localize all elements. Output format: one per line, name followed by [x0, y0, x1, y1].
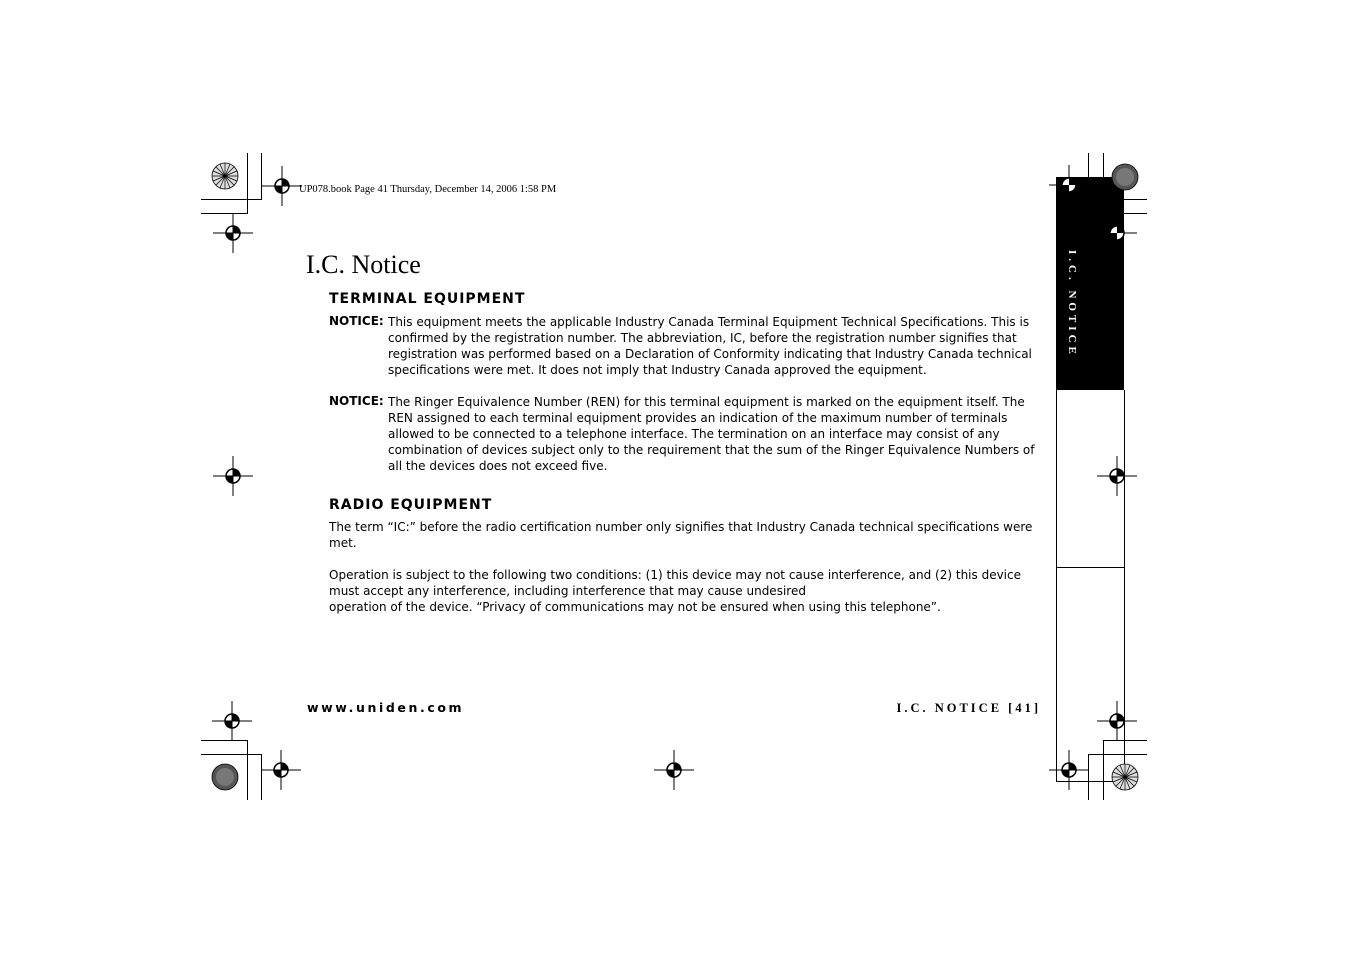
- crop-mark: [201, 199, 261, 200]
- notice-text-1: This equipment meets the applicable Industry Canada Terminal Equipment Technical Specifications. This is confirmed by the registration number. The abbreviation, IC, before the registration number signifies that registration was performed based on a Declaration of Conformity indicating that Industry Canada technical specifications were met. It does not imply that Industry Canada approved the equipment.: [388, 315, 1032, 377]
- side-tab-label: I.C. NOTICE: [1066, 250, 1078, 358]
- footer-website: www.uniden.com: [307, 700, 465, 715]
- notice-label-2: NOTICE:: [329, 394, 384, 408]
- notice-label-1: NOTICE:: [329, 314, 384, 328]
- crop-mark: [201, 754, 261, 755]
- registration-target-icon: [1097, 701, 1137, 741]
- crop-mark: [247, 153, 248, 214]
- registration-starburst-icon: [211, 763, 239, 791]
- side-tab-border-left: [1056, 177, 1057, 782]
- radio-paragraph-3: operation of the device. “Privacy of communications may not be ensured when using this telephone”.: [329, 600, 941, 614]
- registration-target-icon: [1097, 213, 1137, 253]
- page-title: I.C. Notice: [306, 250, 421, 279]
- crop-mark: [1088, 199, 1147, 200]
- terminal-equipment-heading: TERMINAL EQUIPMENT: [329, 291, 526, 307]
- registration-target-icon: [1097, 456, 1137, 496]
- registration-starburst-icon: [211, 162, 239, 190]
- side-tab-divider: [1056, 567, 1125, 568]
- registration-target-icon: [262, 166, 302, 206]
- registration-target-icon: [212, 701, 252, 741]
- crop-mark: [1103, 740, 1104, 800]
- crop-mark: [247, 740, 248, 800]
- registration-starburst-icon: [1111, 163, 1139, 191]
- registration-starburst-icon: [1111, 763, 1139, 791]
- crop-mark: [1103, 153, 1104, 214]
- registration-target-icon: [261, 750, 301, 790]
- footer-page-label: I.C. NOTICE [41]: [896, 701, 1041, 715]
- registration-target-icon: [654, 750, 694, 790]
- radio-paragraph-2: Operation is subject to the following two conditions: (1) this device may not cause interference, and (2) this device must accept any interference, including interference that may cause undesired: [329, 568, 1021, 598]
- registration-target-icon: [213, 456, 253, 496]
- registration-target-icon: [1049, 165, 1089, 205]
- crop-mark: [1088, 754, 1147, 755]
- notice-text-2: The Ringer Equivalence Number (REN) for this terminal equipment is marked on the equipment itself. The REN assigned to each terminal equipment provides an indication of the maximum number of terminals allowed to be connected to a telephone interface. The termination on an interface may consist of any combination of devices subject only to the requirement that the sum of the Ringer Equivalence Numbers of all the devices does not exceed five.: [388, 395, 1035, 473]
- registration-target-icon: [1049, 750, 1089, 790]
- print-header-line: UP078.book Page 41 Thursday, December 14, 2006 1:58 PM: [299, 184, 557, 195]
- radio-equipment-heading: RADIO EQUIPMENT: [329, 497, 493, 513]
- radio-paragraph-1: The term “IC:” before the radio certification number only signifies that Industry Canada technical specifications were met.: [329, 520, 1033, 550]
- registration-target-icon: [213, 213, 253, 253]
